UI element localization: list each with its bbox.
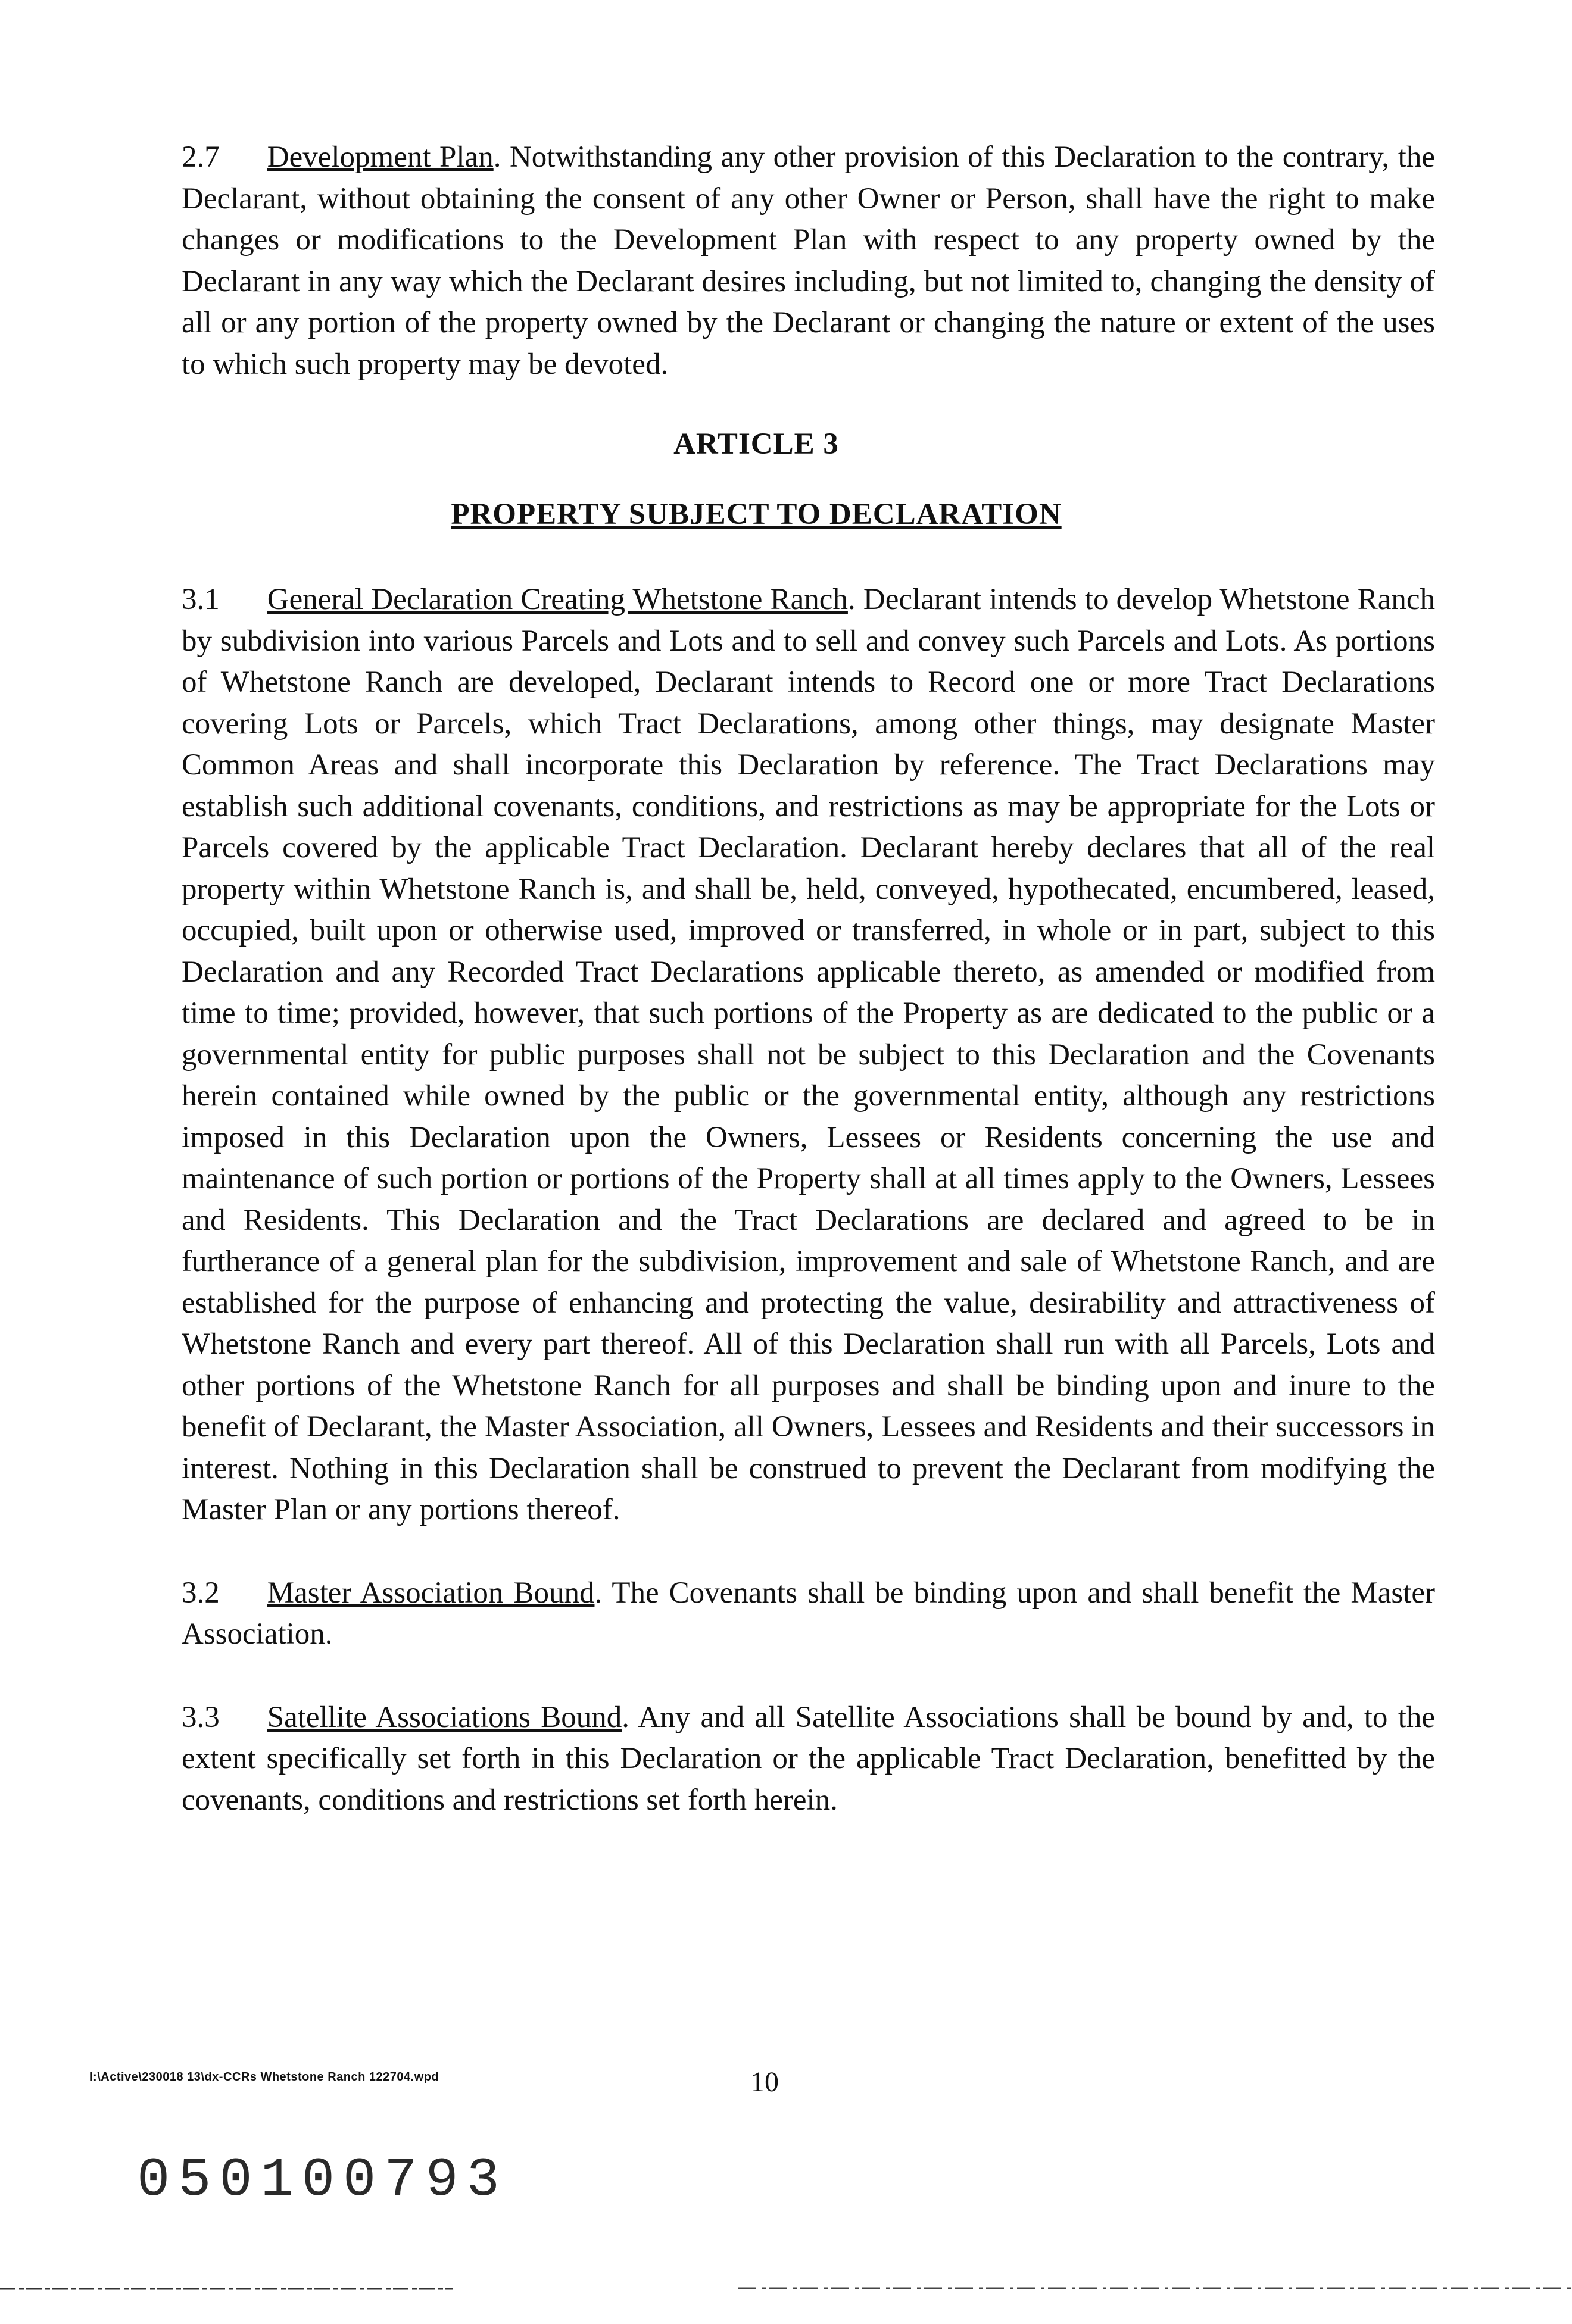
section-number: 3.3 — [182, 1700, 220, 1734]
section-number: 3.1 — [182, 583, 220, 616]
scan-edge-line — [0, 2286, 1572, 2292]
section-number: 3.2 — [182, 1576, 220, 1610]
article-label: ARTICLE 3 — [673, 427, 839, 461]
section-text: . Any and all Satellite Associations shall be bound by and, to the extent specifically set forth in this Declaration or the applicable Tract Declaration, benefitted by the covenants, conditions and restrictions set forth herein. — [182, 1700, 1435, 1817]
section-3-3 — [77, 1697, 1435, 1822]
document-body — [77, 137, 1435, 1863]
section-text: . Declarant intends to develop Whetstone Ranch by subdivision into various Parcels and Lots and to sell and convey such Parcels and Lots. As portions of Whetstone Ranch are developed, Declarant intends to Record one or more Tract Declarations covering Lots or Parcels, which Tract Declarations, among other things, may designate Master Common Areas and shall incorporate this Declaration by reference. The Tract Declarations may establish such additional covenants, conditions, and restrictions as may be appropriate for the Lots or Parcels covered by the applicable Tract Declaration. Declarant hereby declares that all of the real property within Whetstone Ranch is, and shall be, held, conveyed, hypothecated, encumbered, leased, occupied, built upon or otherwise used, improved or transferred, in whole or in part, subject to this Declaration and any Recorded Tract Declarations applicable thereto, as amended or modified from time to time; provided, however, that such portions of the Property as are dedicated to the public or a governmental entity for public purposes shall not be subject to this Declaration and the Covenants herein contained while owned by the public or the governmental entity, although any restrictions imposed in this Declaration upon the Owners, Lessees or Residents concerning the use and maintenance of such portion or portions of the Property shall at all times apply to the Owners, Lessees and Residents. This Declaration and the Tract Declarations are declared and agreed to be in furtherance of a general plan for the subdivision, improvement and sale of Whetstone Ranch, and are established for the purpose of enhancing and protecting the value, desirability and attractiveness of Whetstone Ranch and every part thereof. All of this Declaration shall run with all Parcels, Lots and other portions of the Whetstone Ranch for all purposes and shall be binding upon and inure to the benefit of Declarant, the Master Association, all Owners, Lessees and Residents and their successors in interest. Nothing in this Declaration shall be construed to prevent the Declarant from modifying the Master Plan or any portions thereof. — [182, 583, 1436, 1526]
section-2-7 — [77, 137, 1435, 385]
section-text: . The Covenants shall be binding upon and shall benefit the Master Association. — [182, 1576, 1435, 1651]
article-title: PROPERTY SUBJECT TO DECLARATION — [451, 498, 1062, 531]
section-3-2 — [77, 1573, 1435, 1655]
section-heading: Satellite Associations Bound — [267, 1700, 622, 1734]
section-heading: General Declaration Creating Whetstone Ranch — [267, 583, 848, 616]
section-number: 2.7 — [182, 140, 220, 174]
section-text: . Notwithstanding any other provision of this Declaration to the contrary, the Declarant, without obtaining the consent of any other Owner or Person, shall have the right to make changes or modifications to the Development Plan with respect to any property owned by the Declarant in any way which the Declarant desires including, but not limited to, changing the density of all or any portion of the property owned by the Declarant or changing the nature or extent of the uses to which such property may be devoted. — [182, 140, 1435, 381]
document-number: 050100793 — [137, 2149, 508, 2211]
section-3-1 — [77, 579, 1435, 1531]
file-path: I:\Active\230018 13\dx-CCRs Whetstone Ranch 122704.wpd — [89, 2070, 439, 2084]
section-heading: Development Plan — [267, 140, 494, 174]
section-heading: Master Association Bound — [267, 1576, 595, 1610]
page-number: 10 — [750, 2066, 779, 2098]
